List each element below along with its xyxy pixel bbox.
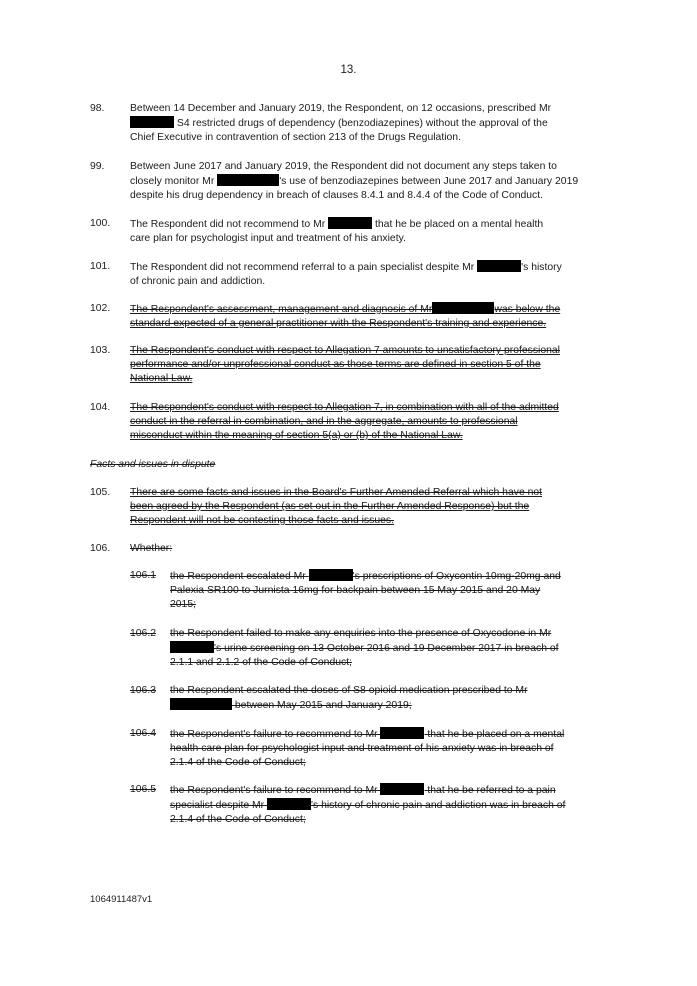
- paragraph-line: There are some facts and issues in the Board's Further Amended Referral which have not: [130, 487, 543, 498]
- subparagraph-number: 106.1: [130, 570, 157, 581]
- redaction-block: [130, 116, 174, 128]
- redaction-block: [380, 727, 424, 739]
- subparagraph-line: the Respondent escalated the doses of S8 opioid medication prescribed to Mr: [170, 685, 528, 696]
- subparagraph-line: 2.1.1 and 2.1.2 of the Code of Conduct;: [170, 657, 352, 668]
- subparagraph-106-3: [130, 684, 600, 713]
- paragraph-number: 100.: [90, 218, 111, 229]
- subparagraph-line: 2.1.4 of the Code of Conduct;: [170, 757, 306, 768]
- subparagraph-106-4: [130, 727, 600, 770]
- paragraph-line: been agreed by the Respondent (as set out in the Further Amended Response) but the: [130, 501, 530, 512]
- paragraph-line: standard expected of a general practitioner with the Respondent's training and experience.: [130, 318, 547, 329]
- redaction-block: [267, 798, 311, 810]
- paragraph-text: 's history: [521, 262, 562, 273]
- paragraph-text: closely monitor Mr: [130, 176, 215, 187]
- subparagraph-line: 2015;: [170, 599, 197, 610]
- subparagraph-number: 106.5: [130, 784, 157, 795]
- redaction-block: [432, 302, 494, 314]
- paragraph-number: 101.: [90, 261, 111, 272]
- redaction-block: [170, 698, 232, 710]
- redaction-block: [309, 569, 353, 581]
- paragraph-number: 104.: [90, 402, 111, 413]
- subparagraph-line: Palexia SR100 to Jurnista 16mg for backpain between 15 May 2015 and 20 May: [170, 585, 541, 596]
- paragraph-106: [90, 542, 600, 556]
- paragraph-line: conduct in the referral in combination, and in the aggregate, amounts to professional: [130, 416, 518, 427]
- paragraph-104: [90, 401, 600, 443]
- subparagraph-106-1: [130, 569, 600, 612]
- subparagraph-text: that he be placed on a mental: [427, 729, 565, 740]
- paragraph-line: care plan for psychologist input and treatment of his anxiety.: [130, 233, 406, 244]
- paragraph-text: The Respondent did not recommend referral to a pain specialist despite Mr: [130, 262, 475, 273]
- paragraph-text: 's use of benzodiazepines between June 2017 and January 2019: [279, 176, 579, 187]
- subparagraph-number: 106.3: [130, 685, 157, 696]
- paragraph-line: Between 14 December and January 2019, the Respondent, on 12 occasions, prescribed Mr: [130, 103, 552, 114]
- subparagraph-line: 2.1.4 of the Code of Conduct;: [170, 814, 306, 825]
- paragraph-text: The Respondent did not recommend to Mr: [130, 219, 326, 230]
- paragraph-line: performance and/or unprofessional conduct as those terms are defined in section 5 of the: [130, 359, 541, 370]
- paragraph-number: 106.: [90, 543, 111, 554]
- subparagraph-line: the Respondent failed to make any enquiries into the presence of Oxycodone in Mr: [170, 628, 552, 639]
- subparagraph-text: 's urine screening on 13 October 2016 and 19 December 2017 in breach of: [214, 643, 559, 654]
- paragraph-line: Between June 2017 and January 2019, the Respondent did not document any steps taken to: [130, 161, 557, 172]
- paragraph-line: The Respondent's conduct with respect to Allegation 7, in combination with all of the admitted: [130, 402, 559, 413]
- paragraph-text: that he be placed on a mental health: [375, 219, 544, 230]
- subparagraph-106-2: [130, 627, 600, 670]
- paragraph-line: Chief Executive in contravention of section 213 of the Drugs Regulation.: [130, 132, 461, 143]
- paragraph-100: [90, 217, 600, 246]
- subparagraph-106-5: [130, 783, 600, 827]
- paragraph-101: [90, 260, 600, 289]
- paragraph-number: 103.: [90, 345, 111, 356]
- paragraph-102: [90, 302, 600, 331]
- redaction-block: [380, 783, 424, 795]
- paragraph-line: S4 restricted drugs of dependency (benzodiazepines) without the approval of the: [176, 118, 548, 129]
- paragraph-text: was below the: [494, 304, 561, 315]
- paragraph-105: [90, 486, 600, 528]
- subparagraph-number: 106.2: [130, 628, 157, 639]
- subparagraph-text: the Respondent's failure to recommend to Mr: [170, 785, 378, 796]
- paragraph-number: 98.: [90, 103, 105, 114]
- subparagraph-text: 's history of chronic pain and addiction was in breach of: [311, 800, 566, 811]
- paragraph-line: misconduct within the meaning of section 5(a) or (b) of the National Law.: [130, 430, 463, 441]
- paragraph-line: of chronic pain and addiction.: [130, 276, 266, 287]
- page-number: 13.: [340, 64, 357, 76]
- document-footer-id: 1064911487v1: [90, 894, 153, 905]
- subparagraph-text: that he be referred to a pain: [427, 785, 556, 796]
- subparagraph-text: between May 2015 and January 2019;: [234, 700, 412, 711]
- subparagraph-number: 106.4: [130, 728, 157, 739]
- redaction-block: [217, 174, 279, 186]
- paragraph-number: 105.: [90, 487, 111, 498]
- paragraph-number: 102.: [90, 303, 111, 314]
- paragraph-line: Respondent will not be contesting those facts and issues.: [130, 515, 394, 526]
- subparagraph-line: health care plan for psychologist input and treatment of his anxiety was in breach of: [170, 743, 554, 754]
- paragraph-103: [90, 344, 600, 386]
- subparagraph-text: 's prescriptions of Oxycontin 10mg-20mg and: [352, 571, 561, 582]
- redaction-block: [170, 641, 214, 653]
- paragraph-text: The Respondent's assessment, management and diagnosis of Mr: [130, 304, 433, 315]
- paragraph-line: despite his drug dependency in breach of clauses 8.4.1 and 8.4.4 of the Code of Conduct.: [130, 190, 544, 201]
- section-heading: Facts and issues in dispute: [90, 459, 216, 470]
- subparagraph-text: specialist despite Mr: [170, 800, 265, 811]
- redaction-block: [477, 260, 521, 272]
- redaction-block: [328, 217, 372, 229]
- paragraph-line: National Law.: [130, 373, 193, 384]
- paragraph-number: 99.: [90, 161, 105, 172]
- subparagraph-text: the Respondent's failure to recommend to Mr: [170, 729, 378, 740]
- paragraph-line: Whether:: [130, 543, 173, 554]
- paragraph-line: The Respondent's conduct with respect to Allegation 7 amounts to unsatisfactory professional: [130, 345, 560, 356]
- paragraph-98: [90, 102, 600, 145]
- paragraph-99: [90, 160, 600, 203]
- subparagraph-text: the Respondent escalated Mr: [170, 571, 306, 582]
